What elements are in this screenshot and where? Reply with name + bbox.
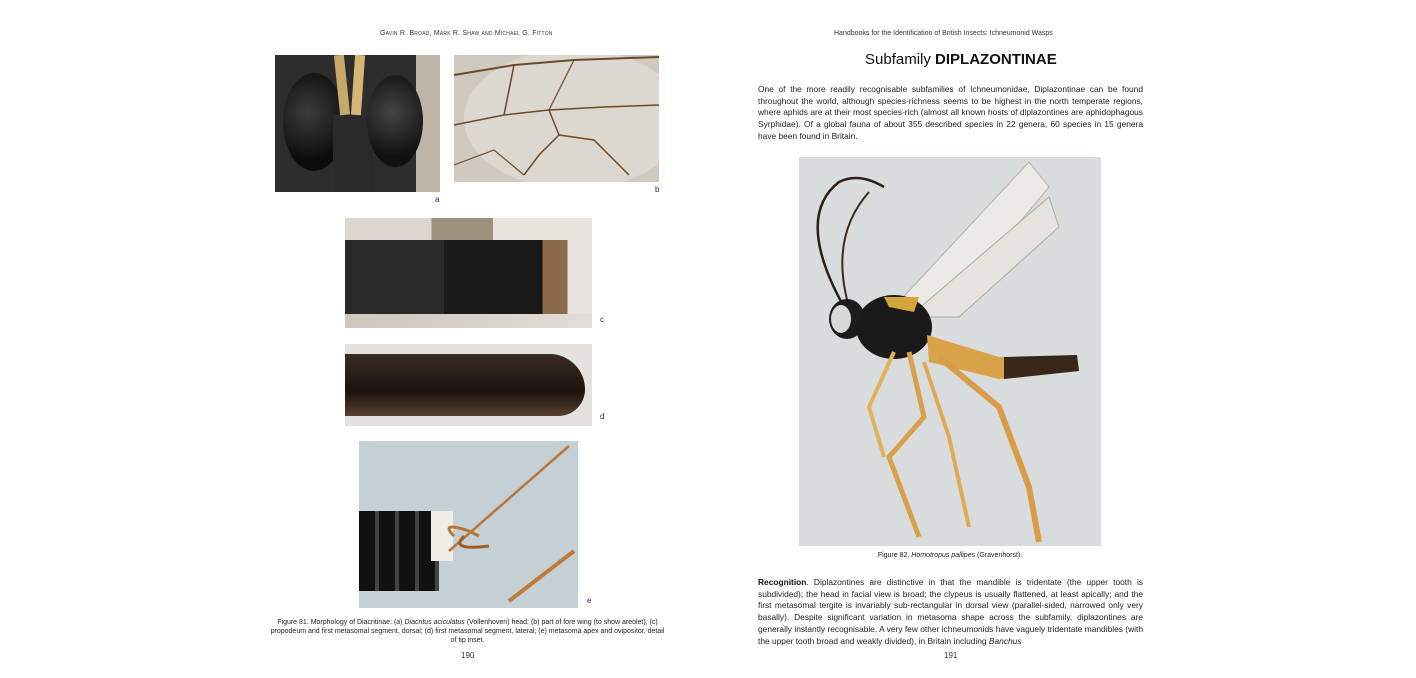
figure-label-d: d — [600, 412, 605, 421]
figure-81-caption-lead: Figure 81. Morphology of Diacritinae: (a) — [277, 619, 405, 626]
recognition-text: . Diplazontines are distinctive in that the mandible is tridentate (the upper tooth is subdivided); the head in facial view is broad; the clypeus is usually flattened, at least apically; and the first metasomal tergite is invariably sub-rectangular in dorsal view (parallel-sided, narrowed only very basally). Despite significant variation in metasoma shape across the subfamily, diplazontines are generally instantly recognisable. A very few other ichneumonids have vaguely tridentate mandibles (with the upper tooth broad and weakly divided), in Britain including — [758, 577, 1143, 646]
figure-82-caption-lead: Figure 82. — [877, 552, 912, 559]
figure-label-b: b — [655, 185, 660, 194]
figure-81c-propodeum-image — [345, 218, 592, 328]
figure-81e-ovipositor-image — [359, 441, 578, 608]
recognition-paragraph — [758, 577, 1143, 647]
figure-82-caption — [799, 551, 1101, 560]
figure-81d-segment-lateral-image — [345, 344, 592, 426]
running-header-left: Gavin R. Broad, Mark R. Shaw and Michael G. Fitton — [380, 30, 553, 37]
page-title-bold: DIPLAZONTINAE — [935, 51, 1057, 68]
figure-label-a: a — [435, 195, 440, 204]
figure-82-caption-rest: (Gravenhorst). — [975, 552, 1023, 559]
figure-82-caption-species: Homotropus pallipes — [911, 552, 976, 559]
figure-label-c: c — [600, 315, 604, 324]
intro-paragraph: One of the more readily recognisable subfamilies of Ichneumonidae, Diplazontinae can be found throughout the world, although species-richness seems to be highest in the north temperate regions, where aphids are at their most species-rich (almost all known hosts of diplazontines are aphidophagous Syrphidae). Of a global fauna of about 355 described species in 22 genera, 60 species in 15 genera have been found in Britain. — [758, 84, 1143, 141]
figure-81b-wing-image — [454, 55, 659, 182]
figure-label-e: e — [587, 596, 592, 605]
figure-82-wasp-image — [799, 157, 1101, 546]
figure-81-caption-rest: (Vollenhoven) head; (b) part of fore wing (to show areolet); (c) propodeum and first metasomal segment, dorsal; (d) first metasomal segment, lateral; (e) metasoma apex and ovipositor, detail of tip inset. — [270, 619, 665, 644]
page-number-left: 190 — [461, 651, 475, 660]
figure-81-caption — [270, 618, 665, 645]
figure-81a-head-image — [275, 55, 440, 192]
page-number-right: 191 — [944, 651, 958, 660]
figure-81-caption-species: Diacritus aciculatus — [404, 619, 465, 626]
recognition-heading: Recognition — [758, 577, 807, 587]
page-title — [865, 51, 1057, 68]
recognition-tail: Banchus — [988, 635, 1022, 646]
page-title-prefix: Subfamily — [865, 51, 936, 68]
running-header-right: Handbooks for the Identification of British Insects: Ichneumonid Wasps — [834, 30, 1053, 37]
